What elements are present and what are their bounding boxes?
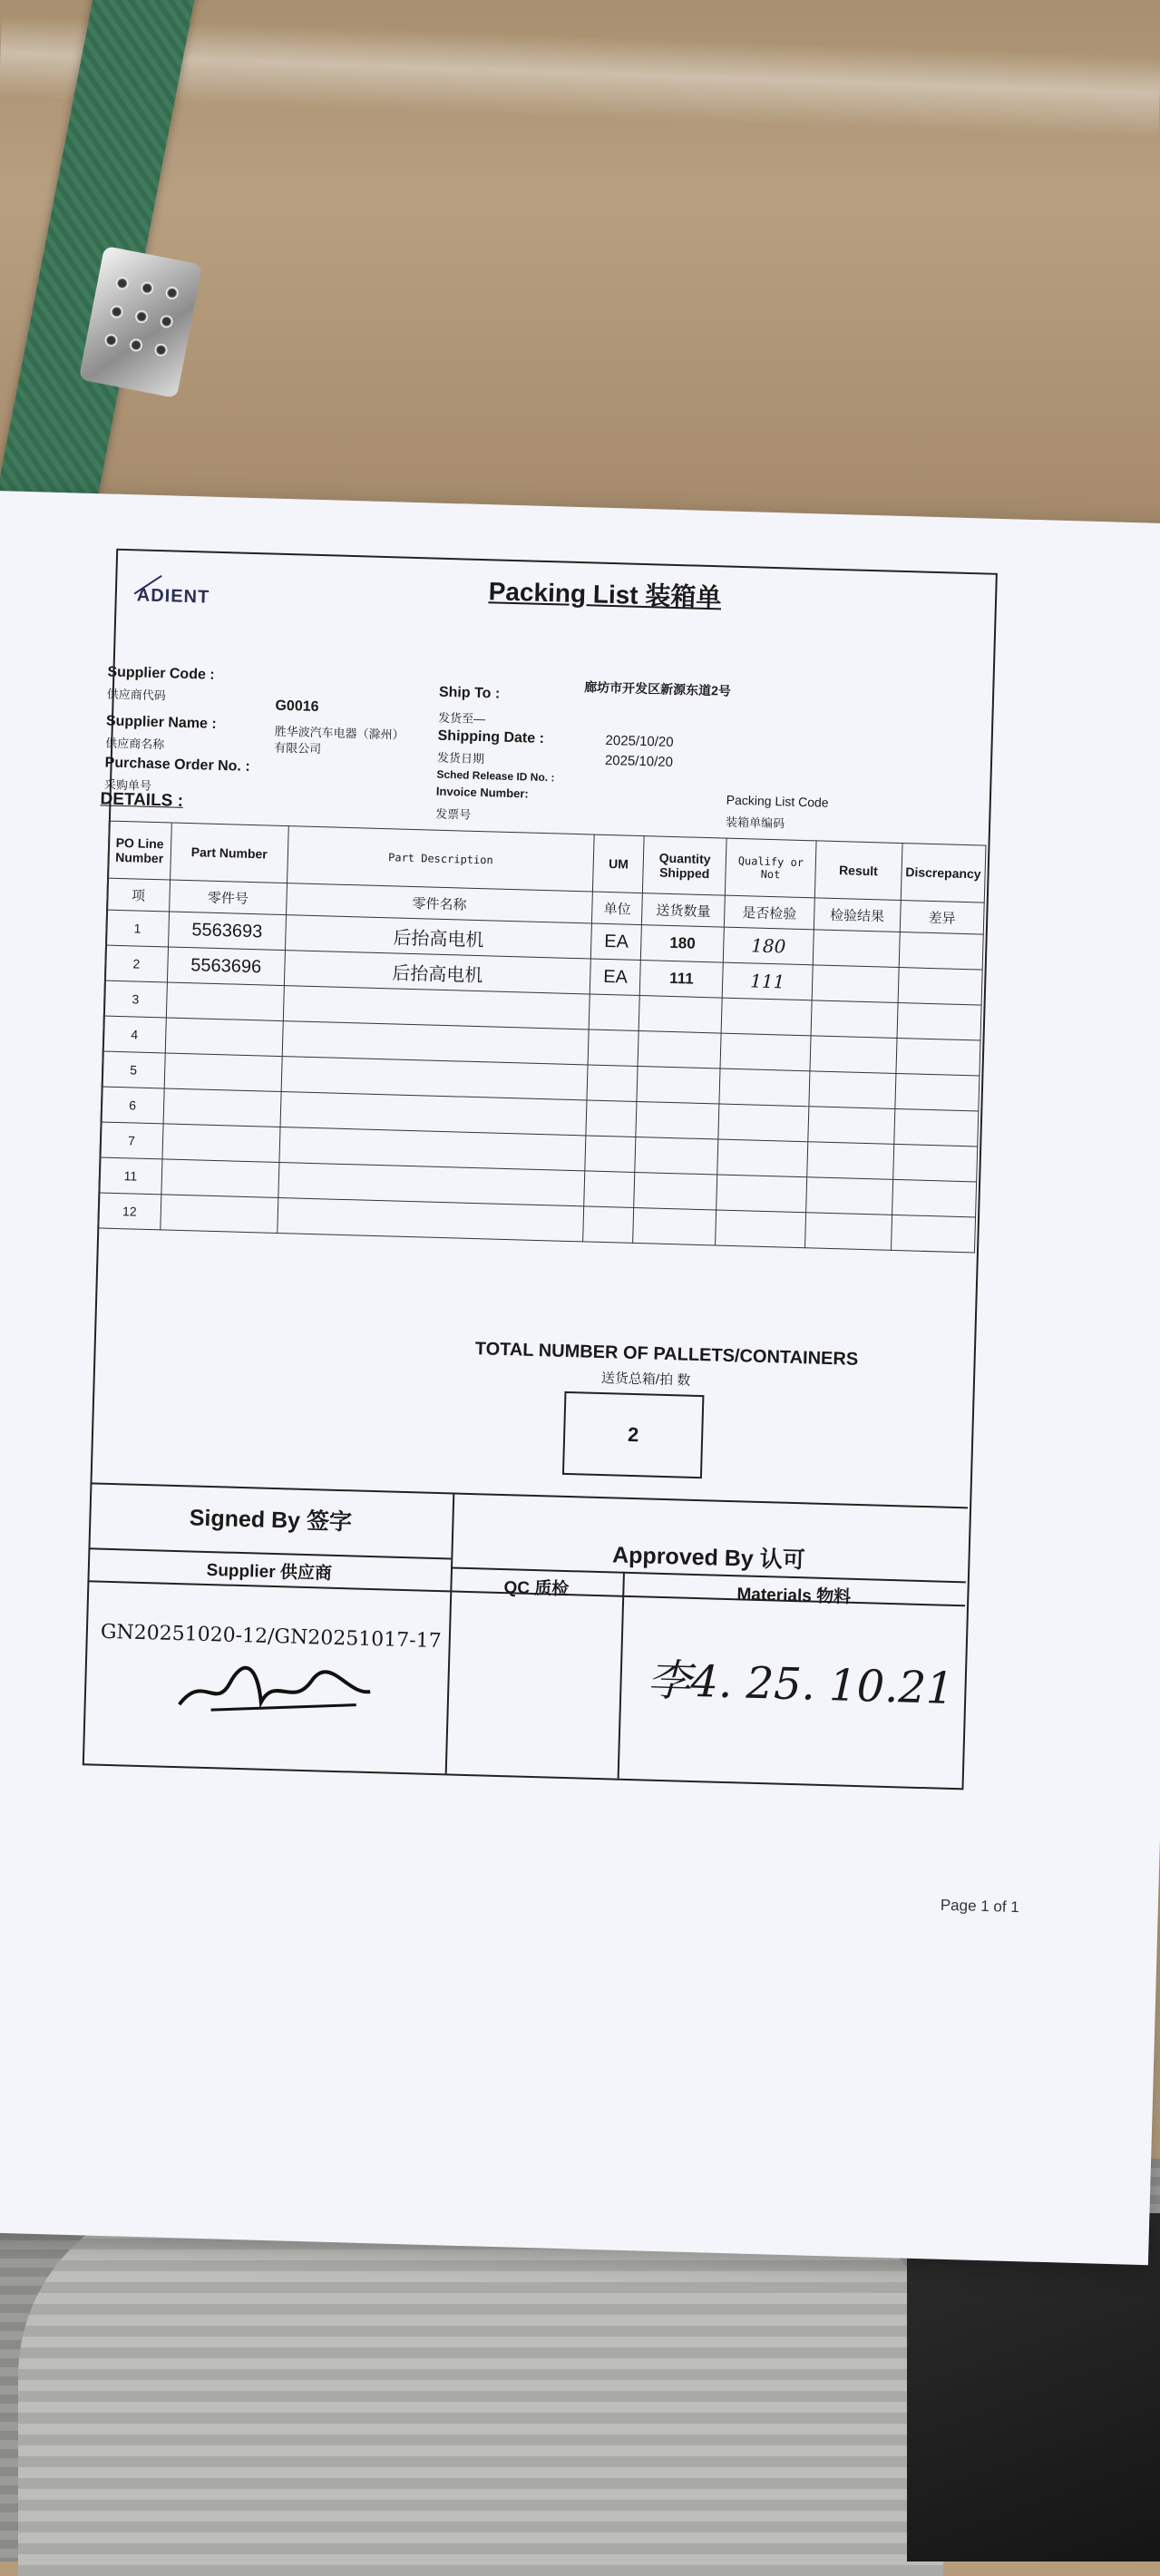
row-um <box>588 1029 638 1067</box>
supplier-name-cn: 供应商名称 <box>105 736 165 752</box>
row-disc <box>892 1179 976 1217</box>
page-number: Page 1 of 1 <box>940 1896 1020 1917</box>
row-part <box>161 1159 279 1198</box>
row-part <box>164 1053 282 1092</box>
row-qty <box>633 1207 716 1245</box>
shipping-date-label: Shipping Date : <box>437 727 545 746</box>
col-part-number: Part Number <box>171 823 288 883</box>
row-disc <box>897 1002 981 1040</box>
row-check <box>717 1139 808 1177</box>
row-result <box>804 1213 892 1251</box>
approved-by-label: Approved By 认可 <box>611 1542 806 1574</box>
pallets-count: 2 <box>562 1391 705 1478</box>
row-disc <box>895 1073 980 1111</box>
row-result <box>811 1000 898 1039</box>
row-check <box>716 1175 807 1213</box>
shipping-date-value-2: 2025/10/20 <box>604 752 674 770</box>
col-part-description-cn: 零件名称 <box>286 883 593 923</box>
materials-label: Materials 物料 <box>736 1585 852 1607</box>
row-qty <box>638 996 722 1034</box>
supplier-code-label: Supplier Code : <box>107 664 215 683</box>
pallets-title: TOTAL NUMBER OF PALLETS/CONTAINERS <box>474 1339 859 1370</box>
row-um <box>590 994 640 1031</box>
row-um <box>583 1206 634 1244</box>
row-check: 180 <box>723 927 814 965</box>
row-disc <box>899 932 983 971</box>
row-line: 7 <box>100 1122 163 1159</box>
row-um: EA <box>590 959 641 996</box>
row-qty: 111 <box>639 961 723 999</box>
col-discrepancy: Discrepancy <box>901 844 986 903</box>
divider <box>618 1572 625 1779</box>
items-table <box>97 821 986 1254</box>
supplier-label: Supplier 供应商 <box>206 1560 333 1584</box>
row-line: 11 <box>99 1157 162 1195</box>
row-line: 4 <box>102 1016 166 1053</box>
row-disc <box>896 1038 980 1076</box>
row-part: 5563693 <box>168 912 286 951</box>
col-um-cn: 单位 <box>592 892 643 925</box>
ship-to-label: Ship To : <box>438 684 501 702</box>
row-line: 2 <box>104 945 168 982</box>
row-disc <box>891 1215 975 1253</box>
supplier-name-value: 胜华波汽车电器（滁州）有限公司 <box>273 724 405 756</box>
po-cn: 采购单号 <box>103 777 152 793</box>
row-part <box>165 1018 283 1057</box>
document-title: Packing List 装箱单 <box>488 577 722 612</box>
col-quantity-cn: 送货数量 <box>642 893 726 928</box>
row-line: 6 <box>101 1087 164 1124</box>
row-desc: 后抬高电机 <box>285 915 592 959</box>
row-qty <box>635 1137 718 1175</box>
row-qty <box>637 1067 720 1105</box>
pallets-cn: 送货总箱/拍 数 <box>600 1371 691 1389</box>
row-line: 3 <box>103 981 167 1018</box>
row-line: 12 <box>98 1193 161 1230</box>
row-line: 1 <box>106 910 170 947</box>
row-qty <box>638 1031 721 1069</box>
ship-to-value: 廊坊市开发区新源东道2号 <box>583 679 732 698</box>
details-label: DETAILS : <box>100 789 184 811</box>
row-result <box>812 965 899 1003</box>
col-qualify: Qualify or Not <box>725 838 816 898</box>
row-part <box>161 1195 278 1234</box>
supplier-code-value: G0016 <box>275 698 319 716</box>
row-qty <box>636 1101 719 1139</box>
shipping-date-cn: 发货日期 <box>436 750 485 766</box>
po-label: Purchase Order No. : <box>104 755 250 775</box>
row-disc <box>893 1108 978 1147</box>
row-um <box>587 1065 638 1102</box>
packing-list-document <box>83 549 996 1789</box>
col-po-line-cn: 项 <box>107 878 171 912</box>
row-result <box>807 1142 894 1180</box>
materials-handwriting: 李4. 25. 10.21 <box>646 1654 955 1714</box>
shipping-date-value: 2025/10/20 <box>605 732 674 750</box>
row-desc: 后抬高电机 <box>284 951 591 994</box>
col-qualify-cn: 是否检验 <box>724 895 814 930</box>
packing-code-cn: 装箱单编码 <box>725 815 785 831</box>
row-line: 5 <box>102 1051 165 1088</box>
dark-fabric <box>907 2213 1160 2561</box>
row-um <box>586 1100 637 1137</box>
row-qty: 180 <box>641 925 725 963</box>
packing-list-paper <box>0 490 1160 2265</box>
row-part <box>163 1088 281 1127</box>
row-part: 5563696 <box>167 947 285 986</box>
row-um <box>584 1171 635 1208</box>
supplier-name-label: Supplier Name : <box>105 713 217 732</box>
col-result: Result <box>814 841 902 901</box>
row-result <box>810 1036 897 1074</box>
row-check <box>719 1068 810 1107</box>
row-result <box>813 930 900 968</box>
company-logo: ADIENT <box>136 585 210 608</box>
row-check: 111 <box>722 962 813 1000</box>
row-result <box>809 1071 896 1109</box>
signed-by-label: Signed By 签字 <box>189 1505 353 1536</box>
row-um <box>585 1136 636 1173</box>
signature-section <box>83 1482 968 1788</box>
row-part <box>166 982 284 1021</box>
packing-code-label: Packing List Code <box>726 792 829 810</box>
row-disc <box>892 1144 977 1182</box>
row-um: EA <box>591 923 642 961</box>
row-result <box>808 1107 895 1145</box>
sched-release-label: Sched Release ID No. : <box>436 767 555 785</box>
invoice-label: Invoice Number: <box>435 784 529 801</box>
row-check <box>716 1210 806 1248</box>
row-result <box>806 1177 893 1215</box>
col-part-description: Part Description <box>287 826 594 892</box>
invoice-cn: 发票号 <box>435 806 472 822</box>
supplier-code-cn: 供应商代码 <box>106 687 166 703</box>
col-result-cn: 检验结果 <box>814 898 901 932</box>
col-discrepancy-cn: 差异 <box>900 901 984 935</box>
row-part <box>162 1124 280 1163</box>
col-part-number-cn: 零件号 <box>170 880 288 915</box>
supplier-reference: GN20251020-12/GN20251017-17 <box>100 1620 442 1654</box>
row-check <box>720 1033 811 1071</box>
supplier-signature <box>174 1654 375 1723</box>
qc-label: QC 质检 <box>503 1578 570 1600</box>
row-check <box>721 998 812 1036</box>
ship-to-cn: 发货至— <box>437 710 486 727</box>
row-check <box>718 1104 809 1142</box>
col-quantity: Quantity Shipped <box>643 836 727 896</box>
row-qty <box>634 1172 717 1210</box>
col-um: UM <box>593 834 645 893</box>
col-po-line: PO Line Number <box>108 821 172 880</box>
row-disc <box>898 967 982 1005</box>
